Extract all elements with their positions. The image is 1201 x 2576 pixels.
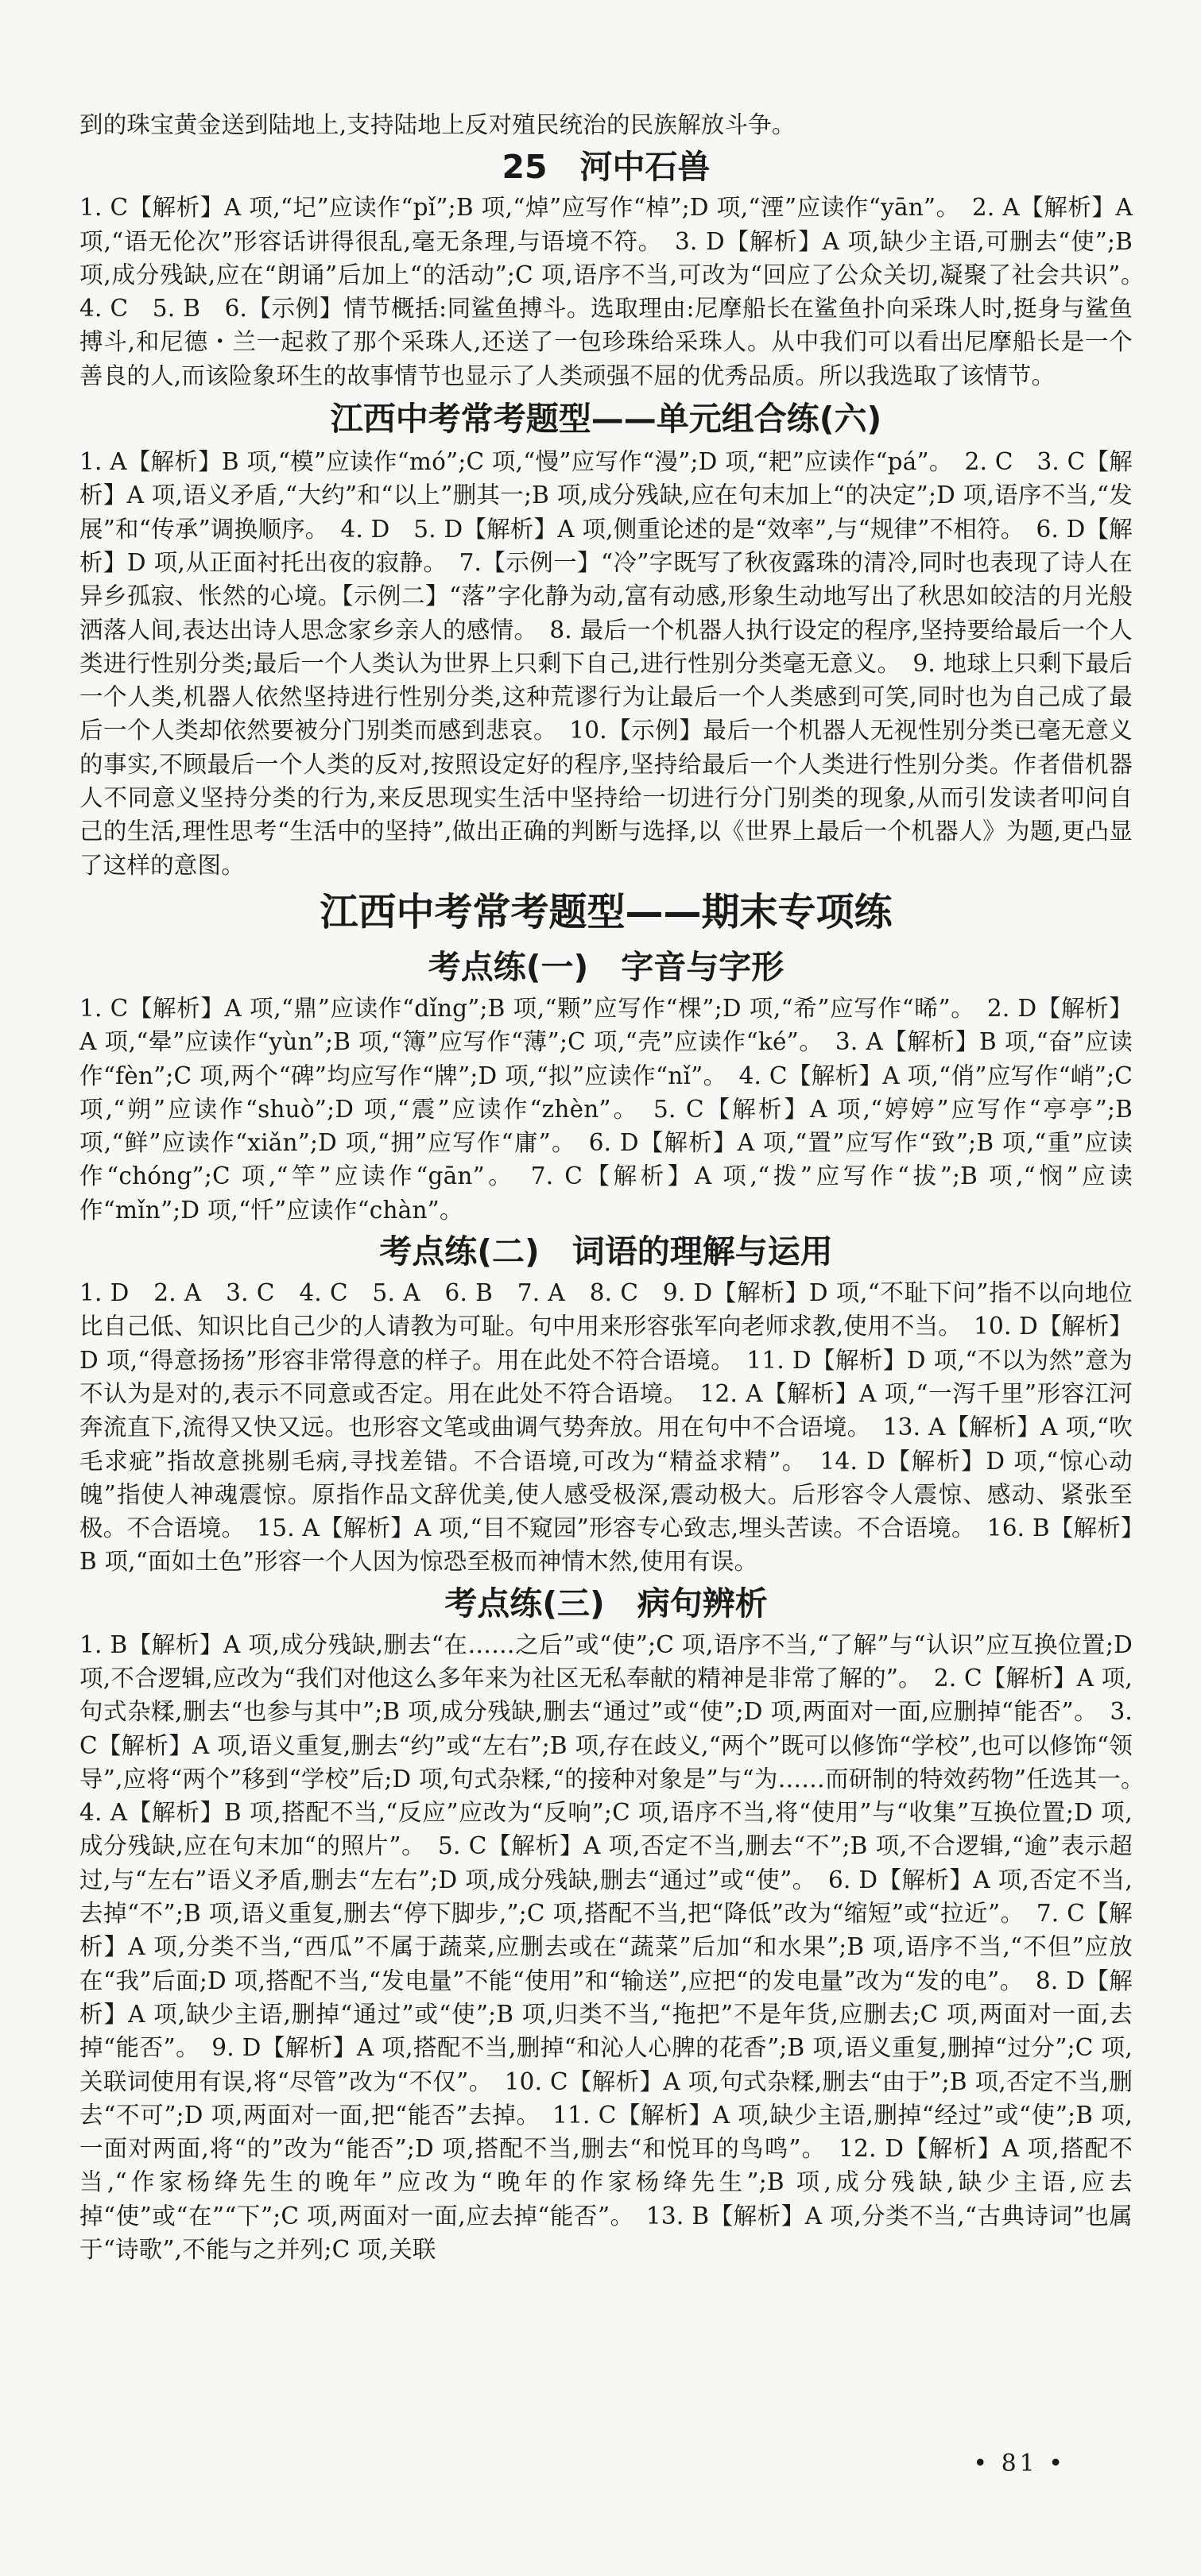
section-answers-pronunciation: 1. C【解析】A 项,“鼎”应读作“dǐng”;B 项,“颗”应写作“棵”;D 项,“希”应写作“晞”。 2. D【解析】A 项,“晕”应读作“yùn”;B 项,“簿”应写作“薄”;C 项,“壳”应读作“ké”。 3. A【解析】B 项,“奋”应读作“fèn”;C 项,两个“碑”均应写作“牌”;D 项,“拟”应读作“nǐ”。 4. C【解析】A 项,“俏”应写作“峭”;C 项,“朔”应读作“shuò”;D 项,“震”应读作“zhèn”。 5. C【解析】A 项,“婷婷”应写作“亭亭”;B 项,“鲜”应读作“xiǎn”;D 项,“拥”应写作“庸”。 6. D【解析】A 项,“置”应写作“致”;B 项,“重”应读作“chóng”;C 项,“竿”应读作“gān”。 7. C【解析】A 项,“拨”应写作“拔”;B 项,“悯”应读作“mǐn”;D 项,“忏”应读作“chàn”。 [79, 994, 1133, 1224]
unit-practice-title: 江西中考常考题型——单元组合练(六) [330, 400, 882, 439]
intro-paragraph: 到的珠宝黄金送到陆地上,支持陆地上反对殖民统治的民族解放斗争。 [79, 111, 796, 138]
section-title-pronunciation: 考点练(一) 字音与字形 [428, 947, 785, 986]
final-practice-title: 江西中考常考题型——期末专项练 [320, 889, 893, 934]
section-title-sentence-errors: 考点练(三) 病句辨析 [444, 1584, 768, 1623]
section-answers-vocabulary: 1. D 2. A 3. C 4. C 5. A 6. B 7. A 8. C 9. D【解析】D 项,“不耻下问”指不以向地位比自己低、知识比自己少的人请教为可耻。句中用来形容张军向老师求教,使用不当。 10. D【解析】D 项,“得意扬扬”形容非常得意的样子。用在此处不符合语境。 11. D【解析】D 项,“不以为然”意为不认为是对的,表示不同意或否定。用在此处不符合语境。 12. A【解析】A 项,“一泻千里”形容江河奔流直下,流得又快又远。也形容文笔或曲调气势奔放。用在句中不合语境。 13. A【解析】A 项,“吹毛求疵”指故意挑剔毛病,寻找差错。不合语境,可改为“精益求精”。 14. D【解析】D 项,“惊心动魄”指使人神魂震惊。原指作品文辞优美,使人感受极深,震动极大。后形容令人震惊、感动、紧张至极。不合语境。 15. A【解析】A 项,“目不窥园”形容专心致志,埋头苦读。不合语境。 16. B【解析】B 项,“面如土色”形容一个人因为惊恐至极而神情木然,使用有误。 [79, 1279, 1133, 1576]
section-title-vocabulary: 考点练(二) 词语的理解与运用 [379, 1232, 833, 1271]
unit-practice-answers: 1. A【解析】B 项,“模”应读作“mó”;C 项,“慢”应写作“漫”;D 项,“耙”应读作“pá”。 2. C 3. C【解析】A 项,语义矛盾,“大约”和“以上”删其一;B 项,成分残缺,应在句末加上“的决定”;D 项,语序不当,“发展”和“传承”调换顺序。 4. D 5. D【解析】A 项,侧重论述的是“效率”,与“规律”不相符。 6. D【解析】D 项,从正面衬托出夜的寂静。 7.【示例一】“冷”字既写了秋夜露珠的清冷,同时也表现了诗人在异乡孤寂、怅然的心境。【示例二】“落”字化静为动,富有动感,形象生动地写出了秋思如皎洁的月光般洒落人间,表达出诗人思念家乡亲人的感情。 8. 最后一个机器人执行设定的程序,坚持要给最后一个人类进行性别分类;最后一个人类认为世界上只剩下自己,进行性别分类毫无意义。 9. 地球上只剩下最后一个人类,机器人依然坚持进行性别分类,这种荒谬行为让最后一个人类感到可笑,同时也为自己成了最后一个人类却依然要被分门别类而感到悲哀。 10.【示例】最后一个机器人无视性别分类已毫无意义的事实,不顾最后一个人类的反对,按照设定好的程序,坚持给最后一个人类进行性别分类。作者借机器人不同意义坚持分类的行为,来反思现实生活中坚持给一切进行分门别类的现象,从而引发读者叩问自己的生活,理性思考“生活中的坚持”,做出正确的判断与选择,以《世界上最后一个机器人》为题,更凸显了这样的意图。 [79, 448, 1133, 879]
lesson-answers: 1. C【解析】A 项,“圮”应读作“pǐ”;B 项,“焯”应写作“棹”;D 项,“湮”应读作“yān”。 2. A【解析】A 项,“语无伦次”形容话讲得很乱,毫无条理,与语境不符。 3. D【解析】A 项,缺少主语,可删去“使”;B 项,成分残缺,应在“朗诵”后加上“的活动”;C 项,语序不当,可改为“回应了公众关切,凝聚了社会共识”。 4. C 5. B 6.【示例】情节概括:同鲨鱼搏斗。选取理由:尼摩船长在鲨鱼扑向采珠人时,挺身与鲨鱼搏斗,和尼德・兰一起救了那个采珠人,还送了一包珍珠给采珠人。从中我们可以看出尼摩船长是一个善良的人,而该险象环生的故事情节也显示了人类顽强不屈的优秀品质。所以我选取了该情节。 [79, 194, 1156, 389]
section-answers-sentence-errors: 1. B【解析】A 项,成分残缺,删去“在……之后”或“使”;C 项,语序不当,“了解”与“认识”应互换位置;D 项,不合逻辑,应改为“我们对他这么多年来为社区无私奉献的精神是非常了解的”。 2. C【解析】A 项,句式杂糅,删去“也参与其中”;B 项,成分残缺,删去“通过”或“使”;D 项,两面对一面,应删掉“能否”。 3. C【解析】A 项,语义重复,删去“约”或“左右”;B 项,存在歧义,“两个”既可以修饰“学校”,也可以修饰“领导”,应将“两个”移到“学校”后;D 项,句式杂糅,“的接种对象是”与“为……而研制的特效药物”任选其一。 4. A【解析】B 项,搭配不当,“反应”应改为“反响”;C 项,语序不当,将“使用”与“收集”互换位置;D 项,成分残缺,应在句末加“的照片”。 5. C【解析】A 项,否定不当,删去“不”;B 项,不合逻辑,“逾”表示超过,与“左右”语义矛盾,删去“左右”;D 项,成分残缺,删去“通过”或“使”。 6. D【解析】A 项,否定不当,去掉“不”;B 项,语义重复,删去“停下脚步,”;C 项,搭配不当,把“降低”改为“缩短”或“拉近”。 7. C【解析】A 项,分类不当,“西瓜”不属于蔬菜,应删去或在“蔬菜”后加“和水果”;B 项,语序不当,“不但”应放在“我”后面;D 项,搭配不当,“发电量”不能“使用”和“输送”,应把“的发电量”改为“发的电”。 8. D【解析】A 项,缺少主语,删掉“通过”或“使”;B 项,归类不当,“拖把”不是年货,应删去;C 项,两面对一面,去掉“能否”。 9. D【解析】A 项,搭配不当,删掉“和沁人心脾的花香”;B 项,语义重复,删掉“过分”;C 项,关联词使用有误,将“尽管”改为“不仅”。 10. C【解析】A 项,句式杂糅,删去“由于”;B 项,否定不当,删去“不可”;D 项,两面对一面,把“能否”去掉。 11. C【解析】A 项,缺少主语,删掉“经过”或“使”;B 项,一面对两面,将“的”改为“能否”;D 项,搭配不当,删去“和悦耳的鸟鸣”。 12. D【解析】A 项,搭配不当,“作家杨绛先生的晚年”应改为“晚年的作家杨绛先生”;B 项,成分残缺,缺少主语,应去掉“使”或“在”“下”;C 项,两面对一面,应去掉“能否”。 13. B【解析】A 项,分类不当,“古典诗词”也属于“诗歌”,不能与之并列;C 项,关联 [79, 1630, 1156, 2264]
page-number: • 81 • [973, 2450, 1066, 2477]
lesson-title: 25 河中石兽 [502, 148, 711, 187]
